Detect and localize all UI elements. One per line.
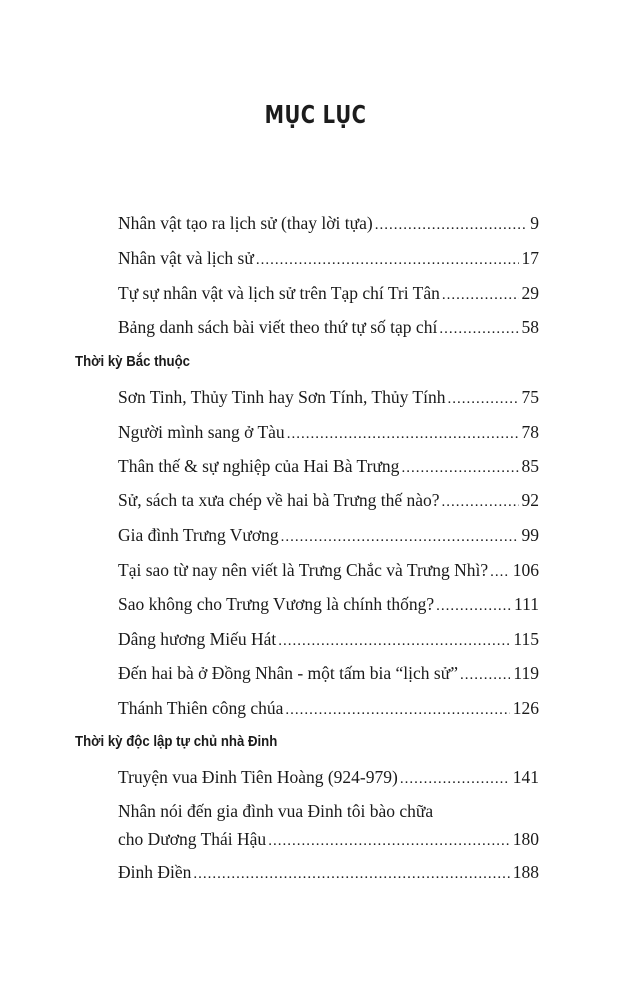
toc-entry-page: 126	[512, 698, 539, 718]
leader-dots	[285, 698, 509, 723]
page-title: MỤC LỤC	[264, 100, 367, 129]
toc-entry-page: 85	[521, 456, 539, 476]
leader-dots	[268, 829, 510, 854]
toc-entry-title: Đến hai bà ở Đồng Nhân - một tấm bia “lịch sử”	[118, 663, 458, 683]
toc-entry[interactable]	[118, 661, 539, 688]
toc-entry[interactable]	[118, 627, 539, 654]
toc-entry[interactable]	[118, 592, 539, 619]
toc-entry-page: 188	[512, 862, 539, 882]
section-heading: Thời kỳ Bắc thuộc	[75, 353, 191, 370]
leader-dots	[400, 767, 510, 792]
toc-entry-title: Sơn Tinh, Thủy Tinh hay Sơn Tính, Thủy Tính	[118, 387, 446, 407]
toc-entry-page: 141	[512, 767, 539, 787]
toc-entry[interactable]	[118, 696, 539, 723]
toc-entry[interactable]	[118, 315, 539, 342]
toc-entry[interactable]	[118, 488, 539, 515]
toc-entry-page: 106	[512, 560, 539, 580]
leader-dots	[442, 490, 519, 515]
leader-dots	[460, 663, 510, 688]
toc-entry-page: 111	[514, 594, 539, 614]
toc-entry-title: Tự sự nhân vật và lịch sử trên Tạp chí Tri Tân	[118, 283, 440, 303]
section-heading: Thời kỳ độc lập tự chủ nhà Đinh	[75, 733, 278, 750]
toc-entry-page: 9	[530, 213, 539, 233]
toc-entry-page: 17	[521, 248, 539, 268]
toc-entry-title: Người mình sang ở Tàu	[118, 422, 285, 442]
leader-dots	[193, 862, 509, 887]
toc-entry-page: 119	[513, 663, 539, 683]
toc-entry-title: Đinh Điền	[118, 862, 192, 882]
toc-entry[interactable]	[118, 860, 539, 887]
toc-entry-title: Sử, sách ta xưa chép về hai bà Trưng thế nào?	[118, 490, 440, 510]
toc-entry[interactable]	[118, 246, 539, 273]
toc-entry-title: cho Dương Thái Hậu	[118, 829, 267, 849]
toc-entry[interactable]	[118, 281, 539, 308]
toc-entry-page: 92	[521, 490, 539, 510]
leader-dots	[256, 248, 519, 273]
toc-entry-title-line1: Nhân nói đến gia đình vua Đinh tôi bào chữa	[118, 801, 434, 821]
toc-entry-page: 58	[521, 317, 539, 337]
leader-dots	[281, 525, 519, 550]
leader-dots	[442, 283, 519, 308]
toc-entry-page: 29	[521, 283, 539, 303]
leader-dots	[278, 629, 510, 654]
toc-entry-title: Truyện vua Đinh Tiên Hoàng (924-979)	[118, 767, 398, 787]
leader-dots	[490, 560, 510, 585]
toc-entry-title: Gia đình Trưng Vương	[118, 525, 279, 545]
toc-entry-page: 78	[521, 422, 539, 442]
toc-entry-title: Bảng danh sách bài viết theo thứ tự số tạp chí	[118, 317, 438, 337]
leader-dots	[287, 422, 519, 447]
toc-entry-title: Sao không cho Trưng Vương là chính thống?	[118, 594, 435, 614]
leader-dots	[436, 594, 511, 619]
toc-entry[interactable]	[118, 454, 539, 481]
toc-entry-page: 99	[521, 525, 539, 545]
toc-entry-title: Nhân vật tạo ra lịch sử (thay lời tựa)	[118, 213, 373, 233]
toc-entry-page: 75	[521, 387, 539, 407]
toc-entry[interactable]	[118, 765, 539, 792]
toc-entry-page: 180	[512, 829, 539, 849]
toc-entry-title: Thánh Thiên công chúa	[118, 698, 284, 718]
toc-entry[interactable]	[118, 385, 539, 412]
toc-entry[interactable]	[118, 523, 539, 550]
toc-entry-title: Dâng hương Miếu Hát	[118, 629, 277, 649]
toc-entry[interactable]	[118, 211, 539, 238]
toc-entry-title: Thân thế & sự nghiệp của Hai Bà Trưng	[118, 456, 400, 476]
leader-dots	[439, 317, 518, 342]
toc-entry[interactable]	[118, 420, 539, 447]
toc-entry[interactable]	[118, 799, 539, 854]
toc-entry-page: 115	[513, 629, 539, 649]
leader-dots	[401, 456, 518, 481]
toc-entry-title: Tại sao từ nay nên viết là Trưng Chắc và Trưng Nhì?	[118, 560, 489, 580]
toc-entry[interactable]	[118, 558, 539, 585]
leader-dots	[375, 213, 528, 238]
toc-entry-title: Nhân vật và lịch sử	[118, 248, 254, 268]
leader-dots	[447, 387, 518, 412]
